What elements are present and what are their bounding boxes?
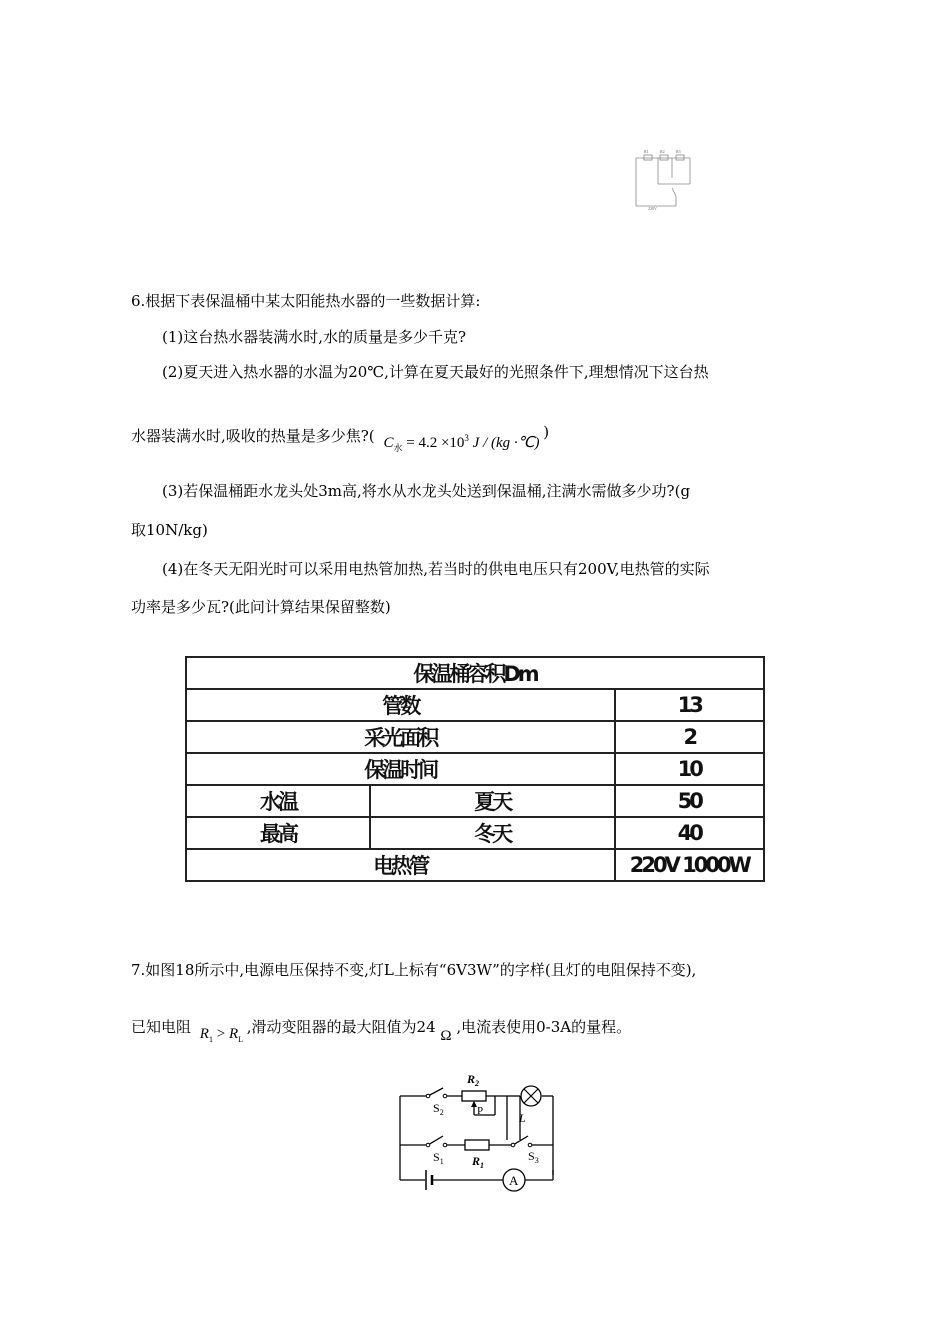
q7-known-resistance-text: 已知电阻 <box>131 1018 192 1036</box>
q7-rheostat-text: ,滑动变阻器的最大阻值为24 <box>246 1018 436 1036</box>
table-label-summer: 夏天 <box>370 785 615 817</box>
table-value-keep-time: 10 <box>615 753 764 785</box>
table-label-winter: 冬天 <box>370 817 615 849</box>
q7-line2 <box>131 1017 631 1044</box>
q6-part3-line1: (3)若保温桶距水龙头处3m高,将水从水龙头处送到保温桶,注满水需做多少功?(g <box>162 482 691 500</box>
specific-heat-formula: $C_水 = 4.2 \times 10^3$ J / (kg ·℃) <box>383 433 540 453</box>
q6-part2-text: 水器装满水时,吸收的热量是多少焦?( <box>131 427 375 445</box>
resistance-inequality: $R_1 > R_L$ <box>199 1026 243 1044</box>
table-value-light-area: 2 <box>615 721 764 753</box>
s1-label: $S_1$ <box>433 1150 444 1166</box>
small-circuit-diagram <box>630 146 700 216</box>
q6-title: 6.根据下表保温桶中某太阳能热水器的一些数据计算: <box>131 292 481 310</box>
q6-part2-line2 <box>131 422 549 452</box>
table-label-heater: 电热管 <box>186 849 615 881</box>
small-r3-label: R3 <box>676 149 681 154</box>
table-header: 保温桶容积Dm <box>186 657 764 689</box>
lamp-label: L <box>519 1111 526 1125</box>
small-r1-label: R1 <box>644 149 649 154</box>
table-label-max: 最高 <box>186 817 370 849</box>
table-value-winter: 40 <box>615 817 764 849</box>
table-label-water-temp: 水温 <box>186 785 370 817</box>
table-label-keep-time: 保温时间 <box>186 753 615 785</box>
table-value-summer: 50 <box>615 785 764 817</box>
table-label-light-area: 采光面积 <box>186 721 615 753</box>
q6-part3-line2: 取10N/kg) <box>131 521 208 539</box>
q6-part4-line1: (4)在冬天无阳光时可以采用电热管加热,若当时的供电电压只有200V,电热管的实际 <box>162 560 710 578</box>
r1-label: $R_1$ <box>472 1154 485 1170</box>
s3-label: $S_3$ <box>528 1149 539 1165</box>
ammeter-label: A <box>509 1173 519 1188</box>
q7-ammeter-text: ,电流表使用0-3A的量程。 <box>456 1018 632 1036</box>
small-r2-label: R2 <box>660 149 665 154</box>
table-value-tube-count: 13 <box>615 689 764 721</box>
s2-label: $S_2$ <box>433 1101 444 1117</box>
small-voltage-label: 220V <box>648 206 657 211</box>
circuit-diagram <box>395 1070 560 1200</box>
table-label-tube-count: 管数 <box>186 689 615 721</box>
ohm-symbol: Ω <box>440 1028 452 1044</box>
r2-label: $R_2$ <box>467 1072 480 1088</box>
water-heater-spec-table <box>185 656 765 882</box>
formula-close-paren: ) <box>543 423 550 441</box>
q6-part4-line2: 功率是多少瓦?(此问计算结果保留整数) <box>131 598 391 616</box>
table-value-heater: 220V 1000W <box>615 849 764 881</box>
slider-p-label: P <box>477 1105 484 1117</box>
q6-part2-line1: (2)夏天进入热水器的水温为20℃,计算在夏天最好的光照条件下,理想情况下这台热 <box>162 363 709 381</box>
q6-part1: (1)这台热水器装满水时,水的质量是多少千克? <box>162 328 467 346</box>
q7-line1: 7.如图18所示中,电源电压保持不变,灯L上标有“6V3W”的字样(且灯的电阻保持不变), <box>131 961 697 979</box>
